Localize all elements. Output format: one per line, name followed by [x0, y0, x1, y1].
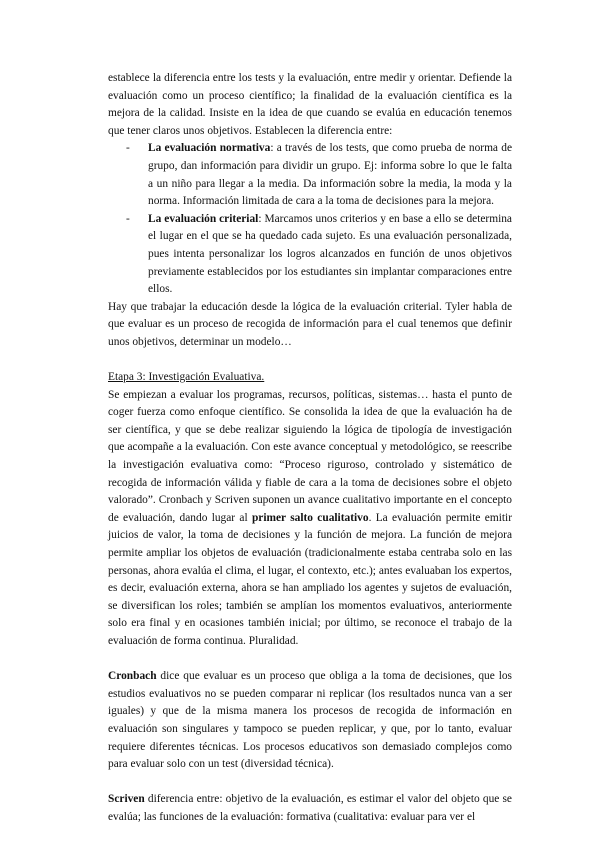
list-item-term: La evaluación normativa: [148, 142, 271, 155]
scriven-text: diferencia entre: objetivo de la evaluación, es estimar el valor del objeto que se evalúa; las funciones de la evaluación: formativa (cualitativa: evaluar para ver el: [108, 793, 512, 823]
list-dash: -: [126, 212, 130, 225]
intro-paragraph: establece la diferencia entre los tests y la evaluación, entre medir y orientar. Defiende la evaluación como un proceso científico; la finalidad de la evaluación científica es la mejora de la calidad. Insiste en la idea de que cuando se evalúa en educación tenemos que tener claros unos objetivos. Establecen la diferencia entre:: [108, 72, 512, 137]
cronbach-paragraph: [108, 668, 512, 774]
scriven-name: Scriven: [108, 793, 145, 806]
list-item-text: : a través de los tests, que como prueba de norma de grupo, dan información para dividir un grupo. Ej: informa sobre lo que le falta a un niño para llegar a la media. Da información sobre la media, la moda y la norma. Información limitada de cara a la toma de decisiones para la mejora.: [148, 142, 512, 208]
list-dash: -: [126, 142, 130, 155]
evaluation-types-list: [108, 140, 512, 298]
stage-paragraph: [108, 387, 512, 651]
after-list-paragraph: Hay que trabajar la educación desde la lógica de la evaluación criterial. Tyler habla de que evaluar es un proceso de recogida de información para el cual tenemos que definir unos objetivos, determinar un modelo…: [108, 300, 512, 348]
cronbach-text: dice que evaluar es un proceso que obliga a la toma de decisiones, que los estudios evaluativos no se pueden comparar ni replicar (los resultados nunca van a ser iguales) y que de la misma manera los procesos de recogida de información en evaluación son singulares y tampoco se pueden replicar, y que, por lo tanto, evaluar requiere diferentes técnicas. Los procesos educativos son demasiado complejos como para evaluar solo con un test (diversidad técnica).: [108, 670, 512, 771]
list-item: [108, 140, 512, 210]
section-heading: Etapa 3: Investigación Evaluativa.: [108, 371, 265, 384]
stage-text-start: Se empiezan a evaluar los programas, recursos, políticas, sistemas… hasta el punto de coger fuerza como enfoque científico. Se consolida la idea de que la evaluación ha de ser científica, y que se debe realizar siguiendo la lógica de tipología de investigación que acompañe a la evaluación. Con este avance conceptual y metodológico, se reescribe la investigación evaluativa como: “Proceso riguroso, controlado y sistemático de recogida de información válida y fiable de cara a la toma de decisiones sobre el objeto valorado”. Cronbach y Scriven suponen un avance cualitativo importante en el concepto de evaluación, dando lugar al: [108, 388, 512, 524]
list-item-term: La evaluación criterial: [148, 212, 259, 225]
paragraph-gap: [108, 774, 512, 792]
stage-text-end: . La evaluación permite emitir juicios de valor, la toma de decisiones y la función de mejora. La función de mejora permite ampliar los objetos de evaluación (tradicionalmente estaba centraba solo en las personas, ahora evalúa el clima, el lugar, el contexto, etc.); antes evaluaban los expertos, es decir, evaluación externa, ahora se han ampliado los agentes y sujetos de evaluación, se diversifican los roles; también se amplían los momentos evaluativos, anteriormente solo era final y en ocasiones también inicial; por último, se reconoce el trabajo de la evaluación de forma continua. Pluralidad.: [108, 511, 512, 647]
stage-bold-term: primer salto cualitativo: [251, 511, 369, 524]
list-item: [108, 211, 512, 299]
scriven-paragraph: [108, 791, 512, 826]
paragraph-gap: [108, 651, 512, 669]
list-item-text: : Marcamos unos criterios y en base a ello se determina el lugar en el que se ha quedado cada sujeto. Es una evaluación personalizada, pues intenta personalizar los logros alcanzados en función de unos objetivos previamente establecidos por los estudiantes sin implantar comparaciones entre ellos.: [148, 212, 512, 296]
cronbach-name: Cronbach: [108, 670, 157, 683]
